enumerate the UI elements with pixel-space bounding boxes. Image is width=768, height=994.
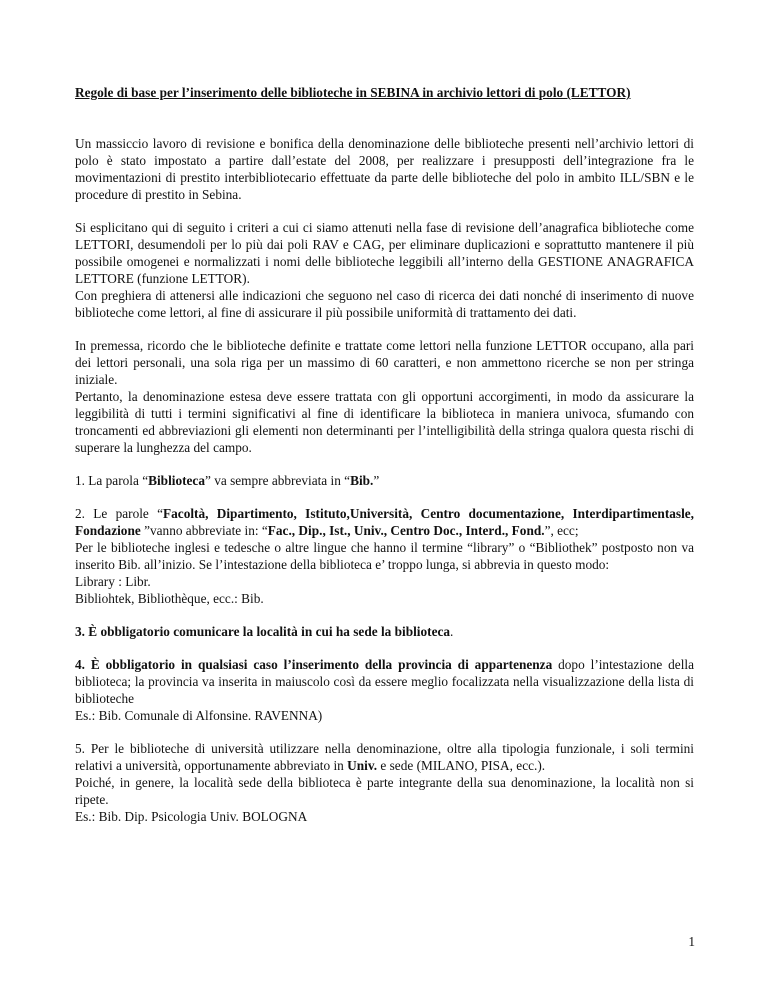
rule-5: [75, 740, 694, 825]
rule-2-bibliothek-abbrev: Bibliohtek, Bibliothèque, ecc.: Bib.: [75, 591, 264, 606]
rule-2-bold-abbrevs: Fac., Dip., Ist., Univ., Centro Doc., Interd., Fond.: [267, 523, 545, 538]
rule-1-mid: ” va sempre abbreviata in “: [205, 473, 351, 488]
criteria-text-2: Con preghiera di attenersi alle indicazioni che seguono nel caso di ricerca dei dati nonché di inserimento di nuove biblioteche come lettori, al fine di assicurare il più possibile uniformità di trattamento dei dati.: [75, 288, 694, 320]
intro-paragraph: Un massiccio lavoro di revisione e bonifica della denominazione delle biblioteche presenti nell’archivio lettori di polo è stato impostato a partire dall’estate del 2008, per realizzare i presupposti dell’integrazione fra le movimentazioni di prestito interbibliotecario effettuate da parte delle biblioteche del polo in ambito ILL/SBN e le procedure di prestito in Sebina.: [75, 136, 694, 202]
rule-4-main: [75, 656, 694, 707]
rule-5-bold: Univ.: [347, 758, 378, 773]
rule-5-example: Es.: Bib. Dip. Psicologia Univ. BOLOGNA: [75, 809, 308, 824]
rule-5-prefix: 5. Per le biblioteche di università utilizzare nella denominazione, oltre alla tipologia funzionale, i soli termini relativi a università, opportunamente abbreviato in: [75, 741, 694, 773]
rule-2-suffix: ”, ecc;: [544, 523, 579, 538]
premise-text-2: Pertanto, la denominazione estesa deve essere trattata con gli opportuni accorgimenti, in modo da assicurare la leggibilità di tutti i termini significativi al fine di identificare la biblioteca in maniera univoca, sfumando con troncamenti ed abbreviazioni gli elementi non determinanti per l’intelligibilità della stringa qualora questa rischi di superare la lunghezza del campo.: [75, 389, 694, 455]
rule-2-library-abbrev: Library : Libr.: [75, 574, 151, 589]
rule-3-bold: 3. È obbligatorio comunicare la località in cui ha sede la biblioteca: [75, 624, 451, 639]
rule-2: [75, 505, 694, 607]
rule-2-bold-terms: Facoltà, Dipartimento, Istituto,Università, Centro documentazione, Interdipartimentasle, Fondazione: [75, 506, 694, 538]
premise-paragraph: [75, 337, 694, 456]
document-page: [75, 84, 694, 841]
rule-2-library-note: Per le biblioteche inglesi e tedesche o altre lingue che hanno il termine “library” o “Bibliothek” postposto non va inserito Bib. all’inizio. Se l’intestazione della biblioteca e’ troppo lunga, si abbrevia in questo modo:: [75, 540, 694, 572]
rule-1-bold-term: Biblioteca: [148, 473, 205, 488]
rule-4-suffix: dopo l’intestazione della biblioteca; la provincia va inserita in maiuscolo così da essere meglio focalizzata nella visualizzazione della lista di biblioteche: [75, 657, 694, 706]
rule-5-locality-note: Poiché, in genere, la località sede della biblioteca è parte integrante della sua denominazione, la località non si ripete.: [75, 775, 694, 807]
rule-4-bold: 4. È obbligatorio in qualsiasi caso l’inserimento della provincia di appartenenza: [75, 657, 553, 672]
rule-1-bold-abbrev: Bib.: [350, 473, 374, 488]
rule-5-main: [75, 740, 694, 774]
rule-1: [75, 472, 694, 489]
page-number: 1: [688, 934, 695, 949]
rule-2-mid: ”vanno abbreviate in: “: [140, 523, 268, 538]
document-title: Regole di base per l’inserimento delle biblioteche in SEBINA in archivio lettori di polo (LETTOR): [75, 85, 631, 100]
criteria-paragraph: [75, 219, 694, 321]
rule-5-suffix: e sede (MILANO, PISA, ecc.).: [377, 758, 546, 773]
rule-4: [75, 656, 694, 724]
criteria-text-1: Si esplicitano qui di seguito i criteri a cui ci siamo attenuti nella fase di revisione dell’anagrafica biblioteche come LETTORI, desumendoli per lo più dai poli RAV e CAG, per eliminare duplicazioni e soprattutto mantenere il più possibile omogenei e normalizzati i nomi delle biblioteche leggibili all’interno della GESTIONE ANAGRAFICA LETTORE (funzione LETTOR).: [75, 220, 694, 286]
premise-text-1: In premessa, ricordo che le biblioteche definite e trattate come lettori nella funzione LETTOR occupano, alla pari dei lettori personali, una sola riga per un massimo di 60 caratteri, e non ammettono ricerche se non per stringa iniziale.: [75, 338, 694, 387]
rule-1-suffix: ”: [373, 473, 380, 488]
rule-1-prefix: 1. La parola “: [75, 473, 149, 488]
rule-2-prefix: 2. Le parole “: [75, 506, 164, 521]
rule-3-suffix: .: [450, 624, 454, 639]
rule-2-main: [75, 505, 694, 539]
rule-4-example: Es.: Bib. Comunale di Alfonsine. RAVENNA): [75, 708, 323, 723]
rule-3: [75, 623, 694, 640]
